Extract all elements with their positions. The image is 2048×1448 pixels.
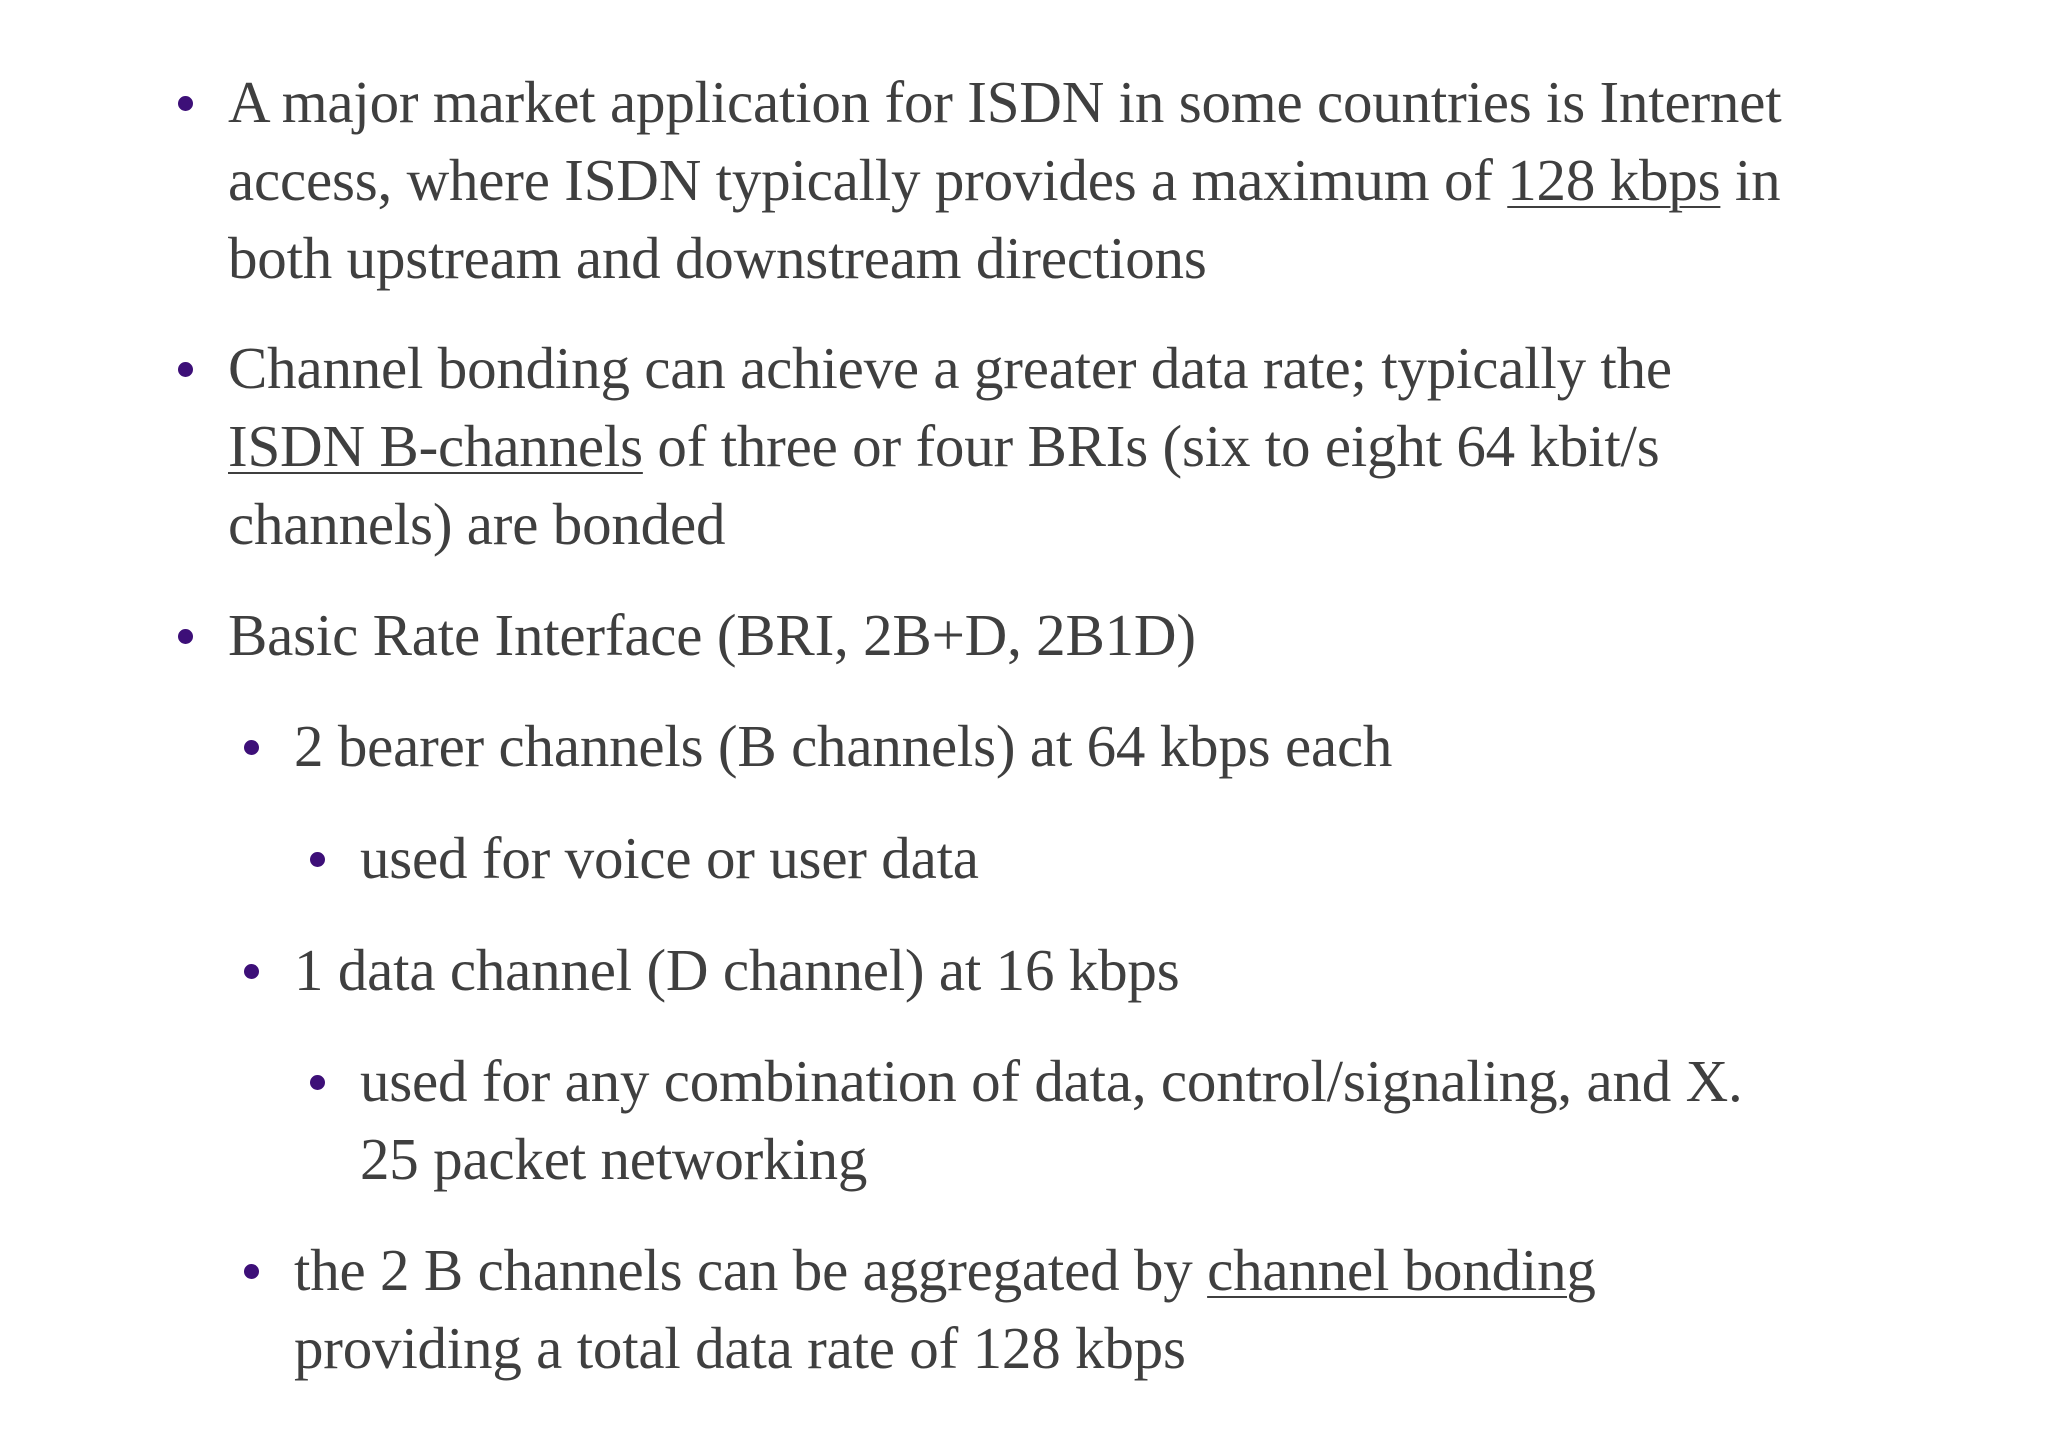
bullet-text-line: Channel bonding can achieve a greater data rate; typically the: [228, 335, 1672, 401]
bullet-dot: [178, 629, 193, 644]
bullet-dot: [310, 852, 325, 867]
text-segment: the 2 B channels can be aggregated by: [294, 1237, 1208, 1303]
bullet-text-line: [228, 141, 1781, 219]
bullet-voice-user-data: [360, 819, 979, 897]
bullet-dot: [178, 362, 193, 377]
bullet-text-line: Basic Rate Interface (BRI, 2B+D, 2B1D): [228, 602, 1196, 668]
bullet-bearer-channels: [294, 707, 1392, 785]
text-segment: of three or four BRIs (six to eight 64 kbit/s: [642, 413, 1660, 479]
bullet-text-line: used for any combination of data, control/signaling, and X.: [360, 1048, 1743, 1114]
bullet-dot: [244, 964, 259, 979]
bullet-channel-bonding: [228, 329, 1672, 563]
link-channel-bonding[interactable]: channel bonding: [1207, 1237, 1596, 1303]
bullet-dot: [310, 1075, 325, 1090]
bullet-text-line: A major market application for ISDN in some countries is Internet: [228, 69, 1782, 135]
bullet-isdn-market: [228, 63, 1781, 297]
bullet-data-channel: [294, 931, 1179, 1009]
bullet-dot: [178, 96, 193, 111]
bullet-text-line: 25 packet networking: [360, 1126, 868, 1192]
link-128-kbps[interactable]: 128 kbps: [1507, 147, 1721, 213]
text-segment: in: [1720, 147, 1781, 213]
text-segment: access, where ISDN typically provides a maximum of: [228, 147, 1508, 213]
link-isdn-b-channels[interactable]: ISDN B-channels: [228, 413, 643, 479]
bullet-text-line: providing a total data rate of 128 kbps: [294, 1315, 1186, 1381]
bullet-text-line: channels) are bonded: [228, 491, 726, 557]
bullet-text-line: 1 data channel (D channel) at 16 kbps: [294, 937, 1180, 1003]
bullet-dot: [244, 740, 259, 755]
bullet-text-line: used for voice or user data: [360, 825, 979, 891]
bullet-text-line: both upstream and downstream directions: [228, 225, 1207, 291]
bullet-text-line: [228, 407, 1672, 485]
bullet-basic-rate-interface: [228, 596, 1196, 674]
bullet-text-line: 2 bearer channels (B channels) at 64 kbps each: [294, 713, 1393, 779]
bullet-dot: [244, 1264, 259, 1279]
bullet-d-channel-usage: [360, 1042, 1743, 1198]
bullet-text-line: [294, 1231, 1596, 1309]
bullet-b-channel-aggregation: [294, 1231, 1596, 1387]
